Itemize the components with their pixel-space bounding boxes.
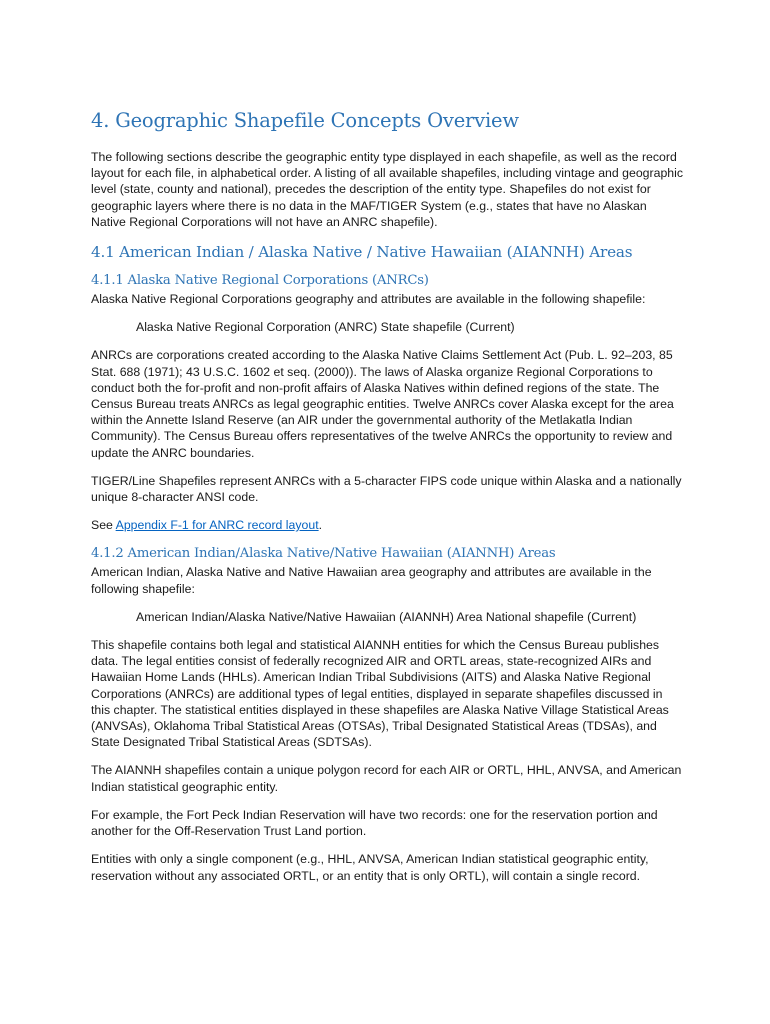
page-title: 4. Geographic Shapefile Concepts Overview [91, 109, 519, 132]
section-4-1-2-heading: 4.1.2 American Indian/Alaska Native/Native Hawaiian (AIANNH) Areas [91, 546, 556, 562]
see-prefix: See [91, 518, 116, 533]
anrc-description-paragraph: ANRCs are corporations created according to the Alaska Native Claims Settlement Act (Pub. L. 92–203, 85 Stat. 688 (1971); 43 U.S.C. 1602 et seq. (2000)). The laws of Alaska organize Regional Corporations to conduct both the for-profit and non-profit affairs of Alaska Natives within defined regions of the state. The Census Bureau treats ANRCs as legal geographic entities. Twelve ANRCs cover Alaska except for the area within the Annette Island Reserve (an AIR under the governmental authority of the Metlakatla Indian Community). The Census Bureau offers representatives of the twelve ANRCs the opportunity to review and update the ANRC boundaries. [91, 348, 674, 460]
aiannh-single-component-paragraph: Entities with only a single component (e.g., HHL, ANVSA, American Indian statistical geographic entity, reservation without any associated ORTL, or an entity that is only ORTL), will contain a single record. [91, 852, 649, 883]
aiannh-example-paragraph: For example, the Fort Peck Indian Reservation will have two records: one for the reservation portion and another for the Off-Reservation Trust Land portion. [91, 807, 658, 839]
see-suffix: . [318, 518, 323, 533]
aiannh-availability-text: American Indian, Alaska Native and Native Hawaiian area geography and attributes are available in the following shapefile: [91, 565, 652, 596]
section-4-1-heading: 4.1 American Indian / Alaska Native / Native Hawaiian (AIANNH) Areas [91, 243, 633, 262]
anrc-availability-text: Alaska Native Regional Corporations geography and attributes are available in the following shapefile: [91, 292, 646, 307]
aiannh-polygon-paragraph: The AIANNH shapefiles contain a unique polygon record for each AIR or ORTL, HHL, ANVSA, and American Indian statistical geographic entity. [91, 763, 682, 794]
intro-paragraph: The following sections describe the geographic entity type displayed in each shapefile, as well as the record layout for each file, in alphabetical order. A listing of all available shapefiles, including vintage and geographic level (state, county and national), precedes the description of the entity type. Shapefiles do not exist for geographic layers where there is no data in the MAF/TIGER System (e.g., states that have no Alaskan Native Regional Corporations will not have an ANRC shapefile). [91, 150, 684, 229]
anrc-codes-paragraph: TIGER/Line Shapefiles represent ANRCs with a 5-character FIPS code unique within Alaska and a nationally unique 8-character ANSI code. [91, 473, 682, 505]
anrc-see-appendix [91, 517, 683, 533]
section-4-1-1-heading: 4.1.1 Alaska Native Regional Corporations (ANRCs) [91, 273, 429, 289]
aiannh-shapefile-name: American Indian/Alaska Native/Native Hawaiian (AIANNH) Area National shapefile (Current) [136, 609, 637, 624]
aiannh-description-paragraph: This shapefile contains both legal and statistical AIANNH entities for which the Census Bureau publishes data. The legal entities consist of federally recognized AIR and ORTL areas, state-recognized AIRs and Hawaiian Home Lands (HHLs). American Indian Tribal Subdivisions (AITS) and Alaska Native Regional Corporations (ANRCs) are additional types of legal entities, displayed in separate shapefiles discussed in this chapter. The statistical entities displayed in these shapefiles are Alaska Native Village Statistical Areas (ANVSAs), Oklahoma Tribal Statistical Areas (OTSAs), Tribal Designated Statistical Areas (TDSAs), and State Designated Tribal Statistical Areas (SDTSAs). [91, 638, 669, 750]
page-content [91, 108, 683, 896]
appendix-f1-link[interactable]: Appendix F-1 for ANRC record layout [115, 518, 319, 533]
anrc-shapefile-name: Alaska Native Regional Corporation (ANRC) State shapefile (Current) [136, 320, 515, 335]
